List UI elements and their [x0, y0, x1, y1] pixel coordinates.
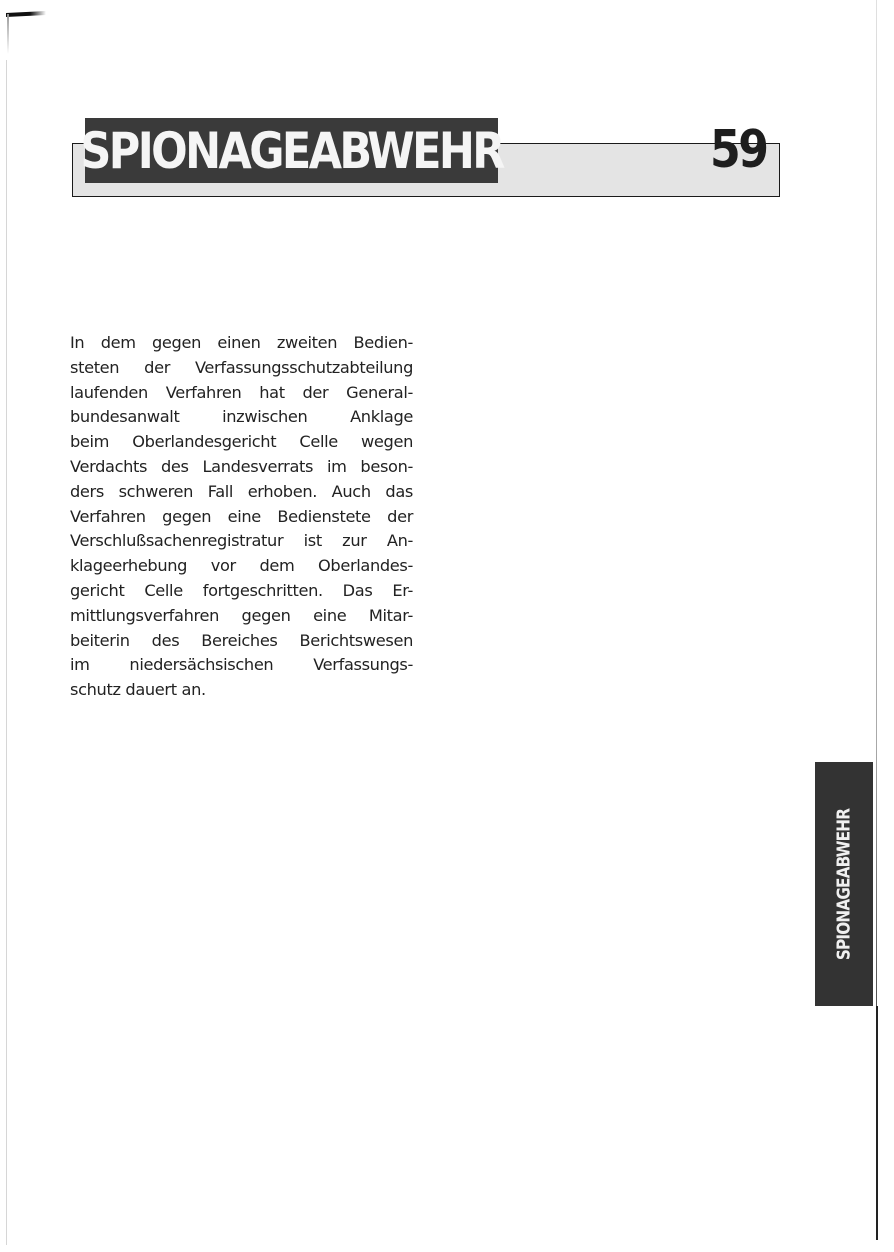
- page-number: 59: [710, 120, 767, 180]
- text-line: Verschlußsachenregistratur ist zur An-: [70, 531, 413, 551]
- text-line: steten der Verfassungsschutzabteilung: [70, 357, 413, 377]
- text-line: In dem gegen einen zweiten Bedien-: [70, 333, 413, 352]
- page-right-edge-shadow: [876, 1006, 878, 1240]
- text-line: schutz dauert an.: [70, 680, 206, 700]
- crop-mark-vertical: [7, 14, 9, 54]
- text-line: beiterin des Bereiches Berichtswesen: [70, 630, 413, 650]
- crop-mark: [6, 11, 46, 17]
- text-line: gericht Celle fortgeschritten. Das Er-: [70, 580, 413, 600]
- text-line: mittlungsverfahren gegen eine Mitar-: [70, 605, 413, 625]
- text-line: im niedersächsischen Verfassungs-: [70, 655, 413, 675]
- text-line: bundesanwalt inzwischen Anklage: [70, 407, 413, 427]
- side-tab-label: SPIONAGEABWEHR: [833, 808, 855, 960]
- page-left-edge: [6, 60, 7, 1245]
- text-line: klageerhebung vor dem Oberlandes-: [70, 556, 413, 576]
- chapter-side-tab: [815, 762, 873, 1006]
- text-line: Verfahren gegen eine Bedienstete der: [70, 506, 413, 526]
- chapter-title-block: [80, 118, 503, 183]
- body-paragraph: [70, 331, 413, 703]
- text-line: beim Oberlandesgericht Celle wegen: [70, 432, 413, 452]
- text-line: ders schweren Fall erhoben. Auch das: [70, 481, 413, 501]
- text-line: laufenden Verfahren hat der General-: [70, 382, 413, 402]
- text-line: Verdachts des Landesverrats im beson-: [70, 456, 413, 476]
- chapter-title: SPIONAGEABWEHR: [80, 121, 503, 180]
